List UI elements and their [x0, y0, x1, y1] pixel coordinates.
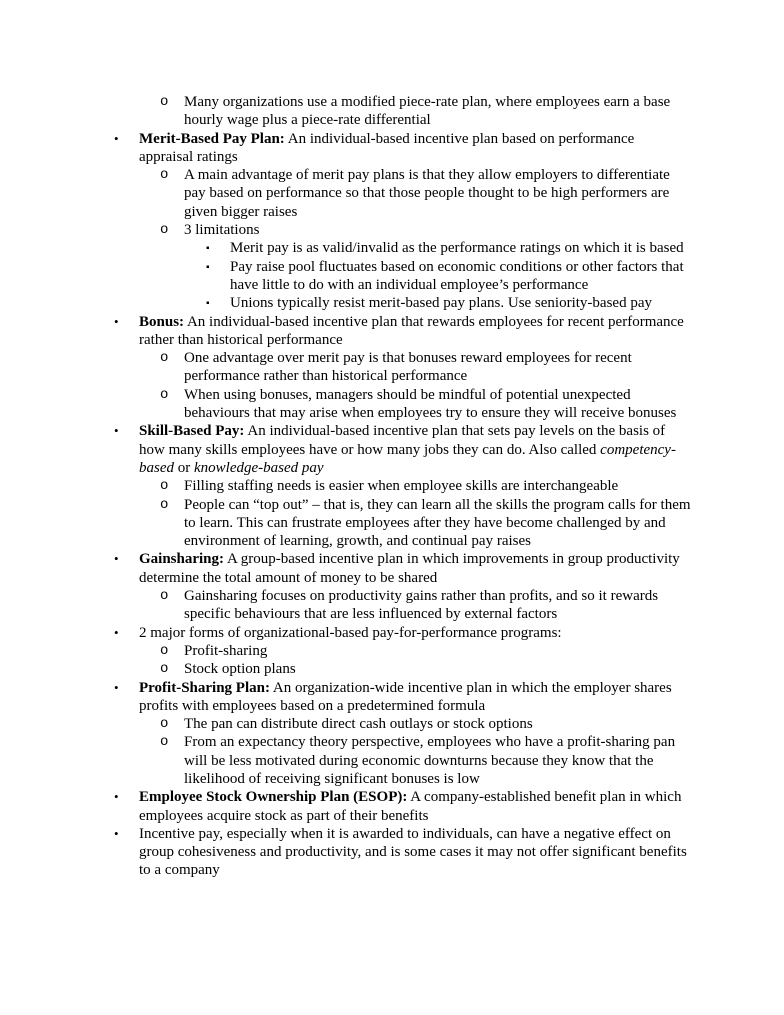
- sub-bullet-marker: o: [160, 642, 169, 659]
- item-term: Merit-Based Pay Plan:: [139, 130, 285, 147]
- list-item: [139, 166, 691, 221]
- list-item: [139, 587, 691, 624]
- item-text: A group-based incentive plan in which improvements in group productivity determine the total amount of money to be shared: [139, 551, 680, 586]
- bullet-marker: •: [114, 551, 119, 567]
- bullet-marker: •: [114, 624, 119, 640]
- list-item: [114, 624, 691, 642]
- item-italic-term: competency-based: [139, 441, 676, 476]
- sub-bullet-marker: o: [160, 734, 169, 751]
- sub-bullet-marker: o: [160, 350, 169, 367]
- list-item: [114, 679, 691, 716]
- item-text: Unions typically resist merit-based pay plans. Use seniority-based pay: [230, 295, 652, 312]
- list-item: [114, 825, 691, 880]
- item-text: People can “top out” – that is, they can learn all the skills the program calls for them to learn. This can frustrate employees after they have become challenged by and environment of learning, growth, and continual pay raises: [184, 496, 691, 550]
- list-item: [139, 294, 691, 312]
- item-text: Merit pay is as valid/invalid as the performance ratings on which it is based: [230, 240, 684, 257]
- list-item: [139, 642, 691, 660]
- item-text: A main advantage of merit pay plans is that they allow employers to differentiate pay based on performance so that those people thought to be high performers are given bigger raises: [184, 167, 670, 220]
- list-item: [139, 733, 691, 788]
- bullet-marker: •: [114, 679, 119, 695]
- item-term: Profit-Sharing Plan:: [139, 679, 270, 696]
- list-item: [139, 496, 691, 551]
- item-text: Incentive pay, especially when it is awarded to individuals, can have a negative effect on group cohesiveness and productivity, and is some cases it may not offer significant benefits to a company: [139, 825, 687, 879]
- bullet-marker: •: [114, 130, 119, 146]
- item-text: Filling staffing needs is easier when employee skills are interchangeable: [184, 478, 619, 495]
- square-bullet-marker: ▪: [206, 261, 210, 273]
- item-text: Profit-sharing: [184, 642, 268, 659]
- sub-bullet-marker: o: [160, 94, 169, 110]
- item-text: Gainsharing focuses on productivity gains rather than profits, and so it rewards specific behaviours that are less influenced by external factors: [184, 588, 659, 623]
- bullet-marker: •: [114, 825, 119, 841]
- item-text: An individual-based incentive plan that sets pay levels on the basis of how many skills employees have or how many jobs they can do. Also called: [139, 423, 666, 458]
- sub-bullet-marker: o: [160, 588, 169, 605]
- list-item: [139, 715, 691, 733]
- item-text: When using bonuses, managers should be mindful of potential unexpected behaviours that may arise when employees try to ensure they will receive bonuses: [184, 386, 677, 422]
- list-item: [139, 660, 691, 678]
- sub-bullet-marker: o: [160, 716, 169, 733]
- sub-bullet-marker: o: [160, 496, 169, 513]
- item-text: Pay raise pool fluctuates based on economic conditions or other factors that have little to do with an individual employee’s performance: [230, 258, 684, 293]
- list-item: [139, 477, 691, 495]
- item-term: Skill-Based Pay:: [139, 423, 245, 440]
- item-text: or: [174, 459, 194, 476]
- item-term: Employee Stock Ownership Plan (ESOP):: [139, 789, 408, 806]
- bullet-marker: •: [114, 789, 119, 805]
- item-text: The pan can distribute direct cash outlays or stock options: [184, 716, 533, 733]
- list-item: [114, 130, 691, 167]
- list-item: [139, 258, 691, 295]
- item-text: An individual-based incentive plan based on performance appraisal ratings: [139, 130, 635, 165]
- sub-bullet-marker: o: [160, 478, 169, 495]
- item-text: An organization-wide incentive plan in which the employer shares profits with employees based on a predetermined formula: [139, 679, 672, 714]
- item-text: One advantage over merit pay is that bonuses reward employees for recent performance rather than historical performance: [184, 350, 632, 385]
- bullet-list: [114, 93, 691, 880]
- item-text: Stock option plans: [184, 661, 296, 678]
- list-item: [139, 221, 691, 239]
- bullet-marker: •: [114, 423, 119, 439]
- item-italic-term: knowledge-based pay: [194, 459, 324, 476]
- list-item: [114, 422, 691, 477]
- item-text: 3 limitations: [184, 222, 260, 239]
- list-item: [139, 239, 691, 257]
- list-item: [114, 313, 691, 350]
- item-text: Many organizations use a modified piece-rate plan, where employees earn a base hourly wage plus a piece-rate differential: [184, 94, 671, 129]
- item-term: Gainsharing:: [139, 551, 225, 568]
- list-item: [114, 788, 691, 825]
- square-bullet-marker: ▪: [206, 298, 210, 310]
- bullet-marker: •: [114, 313, 119, 329]
- item-text: From an expectancy theory perspective, employees who have a profit-sharing pan will be less motivated during economic downturns because they know that the likelihood of receiving significant bonuses is low: [184, 734, 676, 787]
- list-item: [139, 386, 691, 423]
- square-bullet-marker: ▪: [206, 243, 210, 255]
- list-item: [139, 349, 691, 386]
- item-text: An individual-based incentive plan that rewards employees for recent performance rather than historical performance: [139, 313, 684, 348]
- item-text: 2 major forms of organizational-based pay-for-performance programs:: [139, 624, 562, 641]
- list-item: [114, 550, 691, 587]
- sub-bullet-marker: o: [160, 386, 169, 403]
- item-term: Bonus:: [139, 313, 185, 330]
- sub-bullet-marker: o: [160, 222, 169, 239]
- sub-bullet-marker: o: [160, 167, 169, 184]
- item-text: A company-established benefit plan in which employees acquire stock as part of their benefits: [139, 789, 682, 824]
- list-item: [139, 93, 691, 130]
- sub-bullet-marker: o: [160, 661, 169, 678]
